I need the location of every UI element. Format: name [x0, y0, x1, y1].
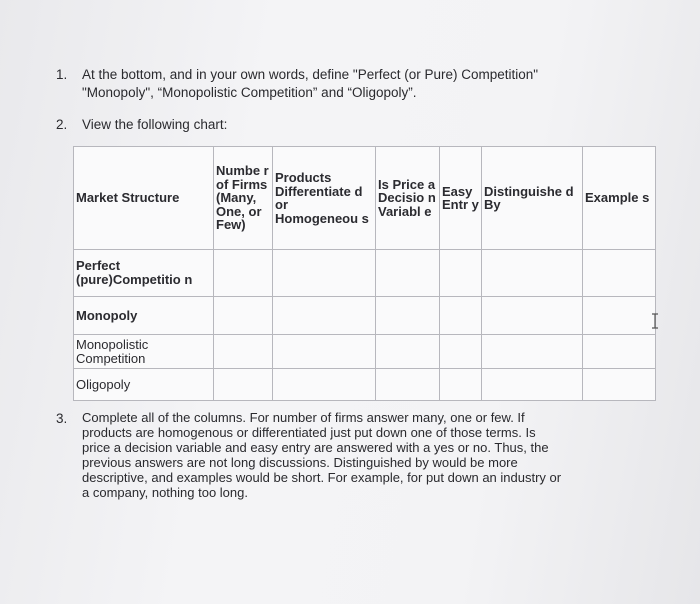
- table-cell[interactable]: [482, 369, 583, 401]
- question-1-line-1: At the bottom, and in your own words, define "Perfect (or Pure) Competition": [82, 67, 539, 82]
- header-market-structure: Market Structure: [74, 147, 214, 250]
- header-products: Products Differentiate d or Homogeneou s: [273, 147, 376, 250]
- question-3-line-3: price a decision variable and easy entry are answered with a yes or no. Thus, the: [82, 440, 549, 455]
- header-distinguished-by: Distinguishe d By: [482, 147, 583, 250]
- question-3-text: [82, 410, 642, 500]
- question-3-line-6: a company, nothing too long.: [82, 485, 248, 500]
- table-cell[interactable]: [376, 369, 440, 401]
- table-cell[interactable]: [440, 250, 482, 297]
- table-row: [74, 250, 656, 297]
- question-3-line-4: previous answers are not long discussions. Distinguished by would be more: [82, 455, 518, 470]
- table-cell[interactable]: [273, 250, 376, 297]
- question-2-text: View the following chart:: [82, 117, 228, 132]
- market-structure-chart: [73, 146, 656, 401]
- table-cell[interactable]: [214, 250, 273, 297]
- table-cell[interactable]: [583, 335, 656, 369]
- question-1-number: 1.: [56, 67, 68, 82]
- table-cell[interactable]: [583, 369, 656, 401]
- table-cell[interactable]: [273, 335, 376, 369]
- table-cell[interactable]: [482, 335, 583, 369]
- text-cursor-icon: [650, 313, 660, 329]
- row-label-monopoly: Monopoly: [74, 297, 214, 335]
- table-cell[interactable]: [376, 250, 440, 297]
- row-label-monopolistic-competition: Monopolistic Competition: [74, 335, 214, 369]
- table-cell[interactable]: [440, 297, 482, 335]
- question-3-number: 3.: [56, 411, 68, 426]
- table-cell[interactable]: [482, 297, 583, 335]
- chart-header-row: [74, 147, 656, 250]
- table-cell[interactable]: [482, 250, 583, 297]
- table-cell[interactable]: [214, 369, 273, 401]
- table-row: [74, 369, 656, 401]
- header-examples: Example s: [583, 147, 656, 250]
- question-1-text: [82, 66, 538, 102]
- question-3-line-1: Complete all of the columns. For number of firms answer many, one or few. If: [82, 410, 525, 425]
- header-price-decision: Is Price a Decisio n Variabl e: [376, 147, 440, 250]
- table-cell[interactable]: [440, 335, 482, 369]
- table-cell[interactable]: [376, 335, 440, 369]
- table-cell[interactable]: [583, 297, 656, 335]
- table-row: [74, 297, 656, 335]
- question-3-line-2: products are homogenous or differentiated just put down one of those terms. Is: [82, 425, 536, 440]
- table-cell[interactable]: [583, 250, 656, 297]
- table-cell[interactable]: [214, 297, 273, 335]
- table-cell[interactable]: [376, 297, 440, 335]
- row-label-oligopoly: Oligopoly: [74, 369, 214, 401]
- table-cell[interactable]: [273, 369, 376, 401]
- header-easy-entry: Easy Entr y: [440, 147, 482, 250]
- question-1-line-2: "Monopoly", “Monopolistic Competition” and “Oligopoly”.: [82, 85, 417, 100]
- table-cell[interactable]: [214, 335, 273, 369]
- row-label-perfect-competition: Perfect (pure)Competitio n: [74, 250, 214, 297]
- table-row: [74, 335, 656, 369]
- question-2-number: 2.: [56, 117, 68, 132]
- header-number-of-firms: Numbe r of Firms (Many, One, or Few): [214, 147, 273, 250]
- question-3-line-5: descriptive, and examples would be short. For example, for put down an industry or: [82, 470, 562, 485]
- table-cell[interactable]: [273, 297, 376, 335]
- table-cell[interactable]: [440, 369, 482, 401]
